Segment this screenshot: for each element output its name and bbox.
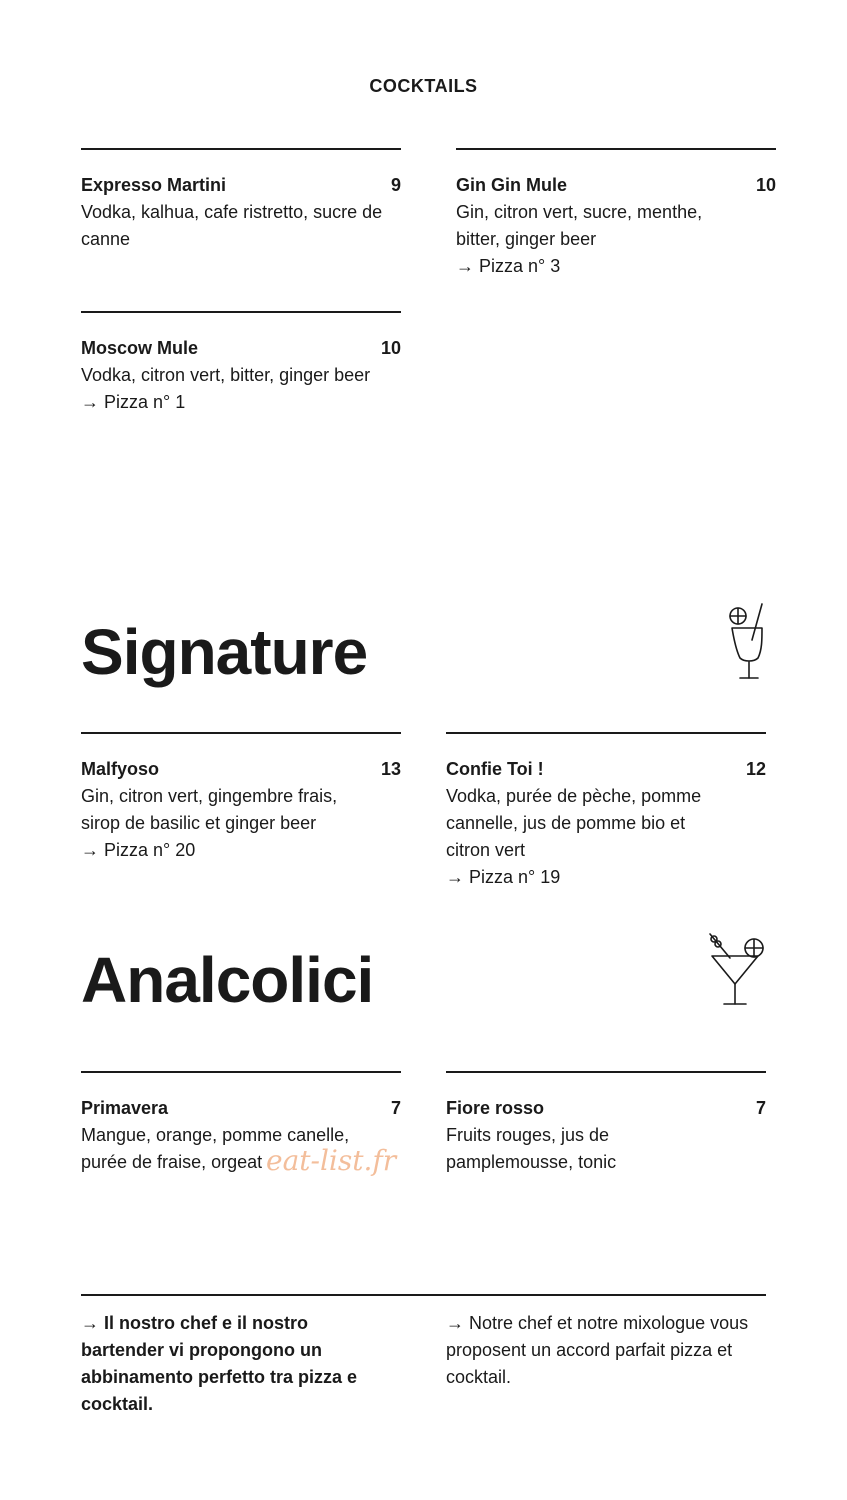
item-price: 10: [755, 175, 776, 195]
menu-item: [456, 148, 776, 280]
item-name: Primavera: [81, 1098, 169, 1118]
item-description: Vodka, kalhua, cafe ristretto, sucre de canne: [81, 202, 383, 249]
item-description: Gin, citron vert, sucre, menthe, bitter, ginger beer: [456, 202, 703, 249]
footer-note-italian: → Il nostro chef e il nostro bartender vi propongono un abbinamento perfetto tra pizza e cocktail.: [81, 1313, 358, 1414]
item-name: Confie Toi !: [446, 759, 544, 779]
item-name: Expresso Martini: [81, 175, 227, 195]
item-pairing: → Pizza n° 1: [81, 392, 186, 412]
divider: [81, 1071, 401, 1073]
section-title-analcolici: Analcolici: [81, 944, 374, 1016]
item-pairing: → Pizza n° 3: [456, 256, 561, 276]
item-description: Vodka, citron vert, bitter, ginger beer: [81, 365, 371, 385]
menu-item: [446, 732, 766, 891]
item-description: Fruits rouges, jus de pamplemousse, tonic: [446, 1125, 617, 1172]
divider: [81, 311, 401, 313]
divider: [446, 1071, 766, 1073]
item-price: 12: [745, 759, 766, 779]
item-price: 13: [380, 759, 401, 779]
watermark: eat-list.fr: [266, 1144, 397, 1177]
menu-item: [446, 1071, 766, 1176]
item-pairing: → Pizza n° 19: [446, 867, 561, 887]
menu-item: [81, 148, 401, 253]
divider: [446, 732, 766, 734]
item-name: Gin Gin Mule: [456, 175, 567, 195]
menu-item: [81, 732, 401, 864]
item-description: Vodka, purée de pèche, pomme cannelle, jus de pomme bio et citron vert: [446, 786, 702, 860]
menu-item: [81, 311, 401, 416]
item-price: 7: [390, 1098, 401, 1118]
footer-note-french: → Notre chef et notre mixologue vous proposent un accord parfait pizza et cocktail.: [446, 1313, 749, 1387]
item-price: 10: [380, 338, 401, 358]
cocktail-glass-icon: [718, 600, 770, 682]
item-price: 9: [390, 175, 401, 195]
item-name: Moscow Mule: [81, 338, 199, 358]
item-name: Malfyoso: [81, 759, 160, 779]
divider: [456, 148, 776, 150]
divider: [81, 148, 401, 150]
section-title-signature: Signature: [81, 616, 368, 688]
item-price: 7: [755, 1098, 766, 1118]
item-name: Fiore rosso: [446, 1098, 545, 1118]
martini-glass-icon: [702, 928, 770, 1010]
item-description: Mangue, orange, pomme canelle, purée de fraise, orgeat: [81, 1125, 350, 1172]
item-description: Gin, citron vert, gingembre frais, sirop de basilic et ginger beer: [81, 786, 338, 833]
page-title: COCKTAILS: [369, 76, 478, 96]
divider: [81, 732, 401, 734]
footer-divider: [81, 1294, 766, 1296]
item-pairing: → Pizza n° 20: [81, 840, 196, 860]
